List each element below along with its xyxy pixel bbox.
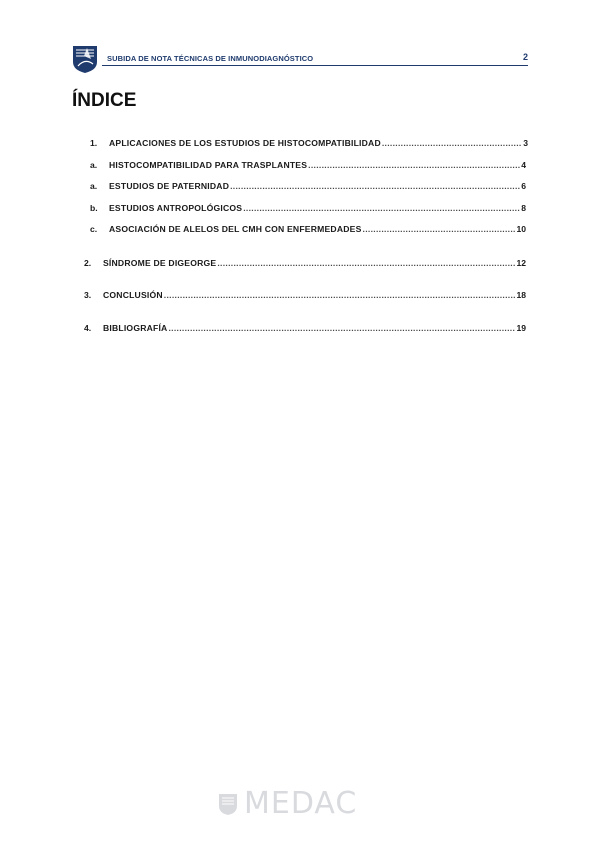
toc-entry-label: APLICACIONES DE LOS ESTUDIOS DE HISTOCOMPATIBILIDAD [109,138,381,148]
toc-entry[interactable] [90,138,528,148]
toc-entry[interactable] [90,181,526,191]
footer-logo [218,786,357,821]
toc-entry-page: 6 [521,181,526,191]
toc-leader-dots [217,258,515,268]
toc-leader-dots [230,181,520,191]
toc-entry-label: SÍNDROME DE DIGEORGE [103,258,217,268]
toc-entry-page: 3 [523,138,528,148]
toc-entry-page: 8 [521,203,526,213]
toc-entry[interactable] [90,224,526,234]
toc-entry-label: BIBLIOGRAFÍA [103,323,168,333]
toc-entry[interactable] [84,258,526,268]
page-number: 2 [522,52,528,62]
medac-shield-icon [218,792,238,816]
toc-entry-number: a. [90,181,98,191]
toc-leader-dots [168,323,515,333]
toc-entry-number: 3. [84,290,92,300]
toc-entry-label: CONCLUSIÓN [103,290,163,300]
toc-entry[interactable] [84,323,526,333]
header-rule [102,65,528,66]
toc-entry-page: 19 [516,323,526,333]
toc-leader-dots [382,138,522,148]
toc-entry-label: ESTUDIOS DE PATERNIDAD [109,181,230,191]
toc-leader-dots [363,224,516,234]
toc-entry[interactable] [90,160,526,170]
toc-title: ÍNDICE [72,90,137,111]
toc-entry-page: 10 [516,224,526,234]
toc-entry[interactable] [84,290,526,300]
toc-leader-dots [308,160,520,170]
medac-shield-logo-icon [72,44,98,74]
toc-entry-number: 2. [84,258,92,268]
toc-entry-page: 4 [521,160,526,170]
toc-entry-label: HISTOCOMPATIBILIDAD PARA TRASPLANTES [109,160,308,170]
toc-entry-label: ESTUDIOS ANTROPOLÓGICOS [109,203,243,213]
toc-entry-number: c. [90,224,98,234]
toc-leader-dots [164,290,516,300]
toc-entry-page: 12 [516,258,526,268]
toc-entry-page: 18 [516,290,526,300]
toc-entry-number: 4. [84,323,92,333]
toc-entry-number: a. [90,160,98,170]
toc-entry[interactable] [90,203,526,213]
toc-entry-number: b. [90,203,98,213]
footer-brand: MEDAC [244,786,358,821]
toc-entry-number: 1. [90,138,98,148]
header-title: SUBIDA DE NOTA TÉCNICAS DE INMUNODIAGNÓSTICO [107,54,314,63]
toc-leader-dots [243,203,520,213]
toc-entry-label: ASOCIACIÓN DE ALELOS DEL CMH CON ENFERMEDADES [109,224,362,234]
